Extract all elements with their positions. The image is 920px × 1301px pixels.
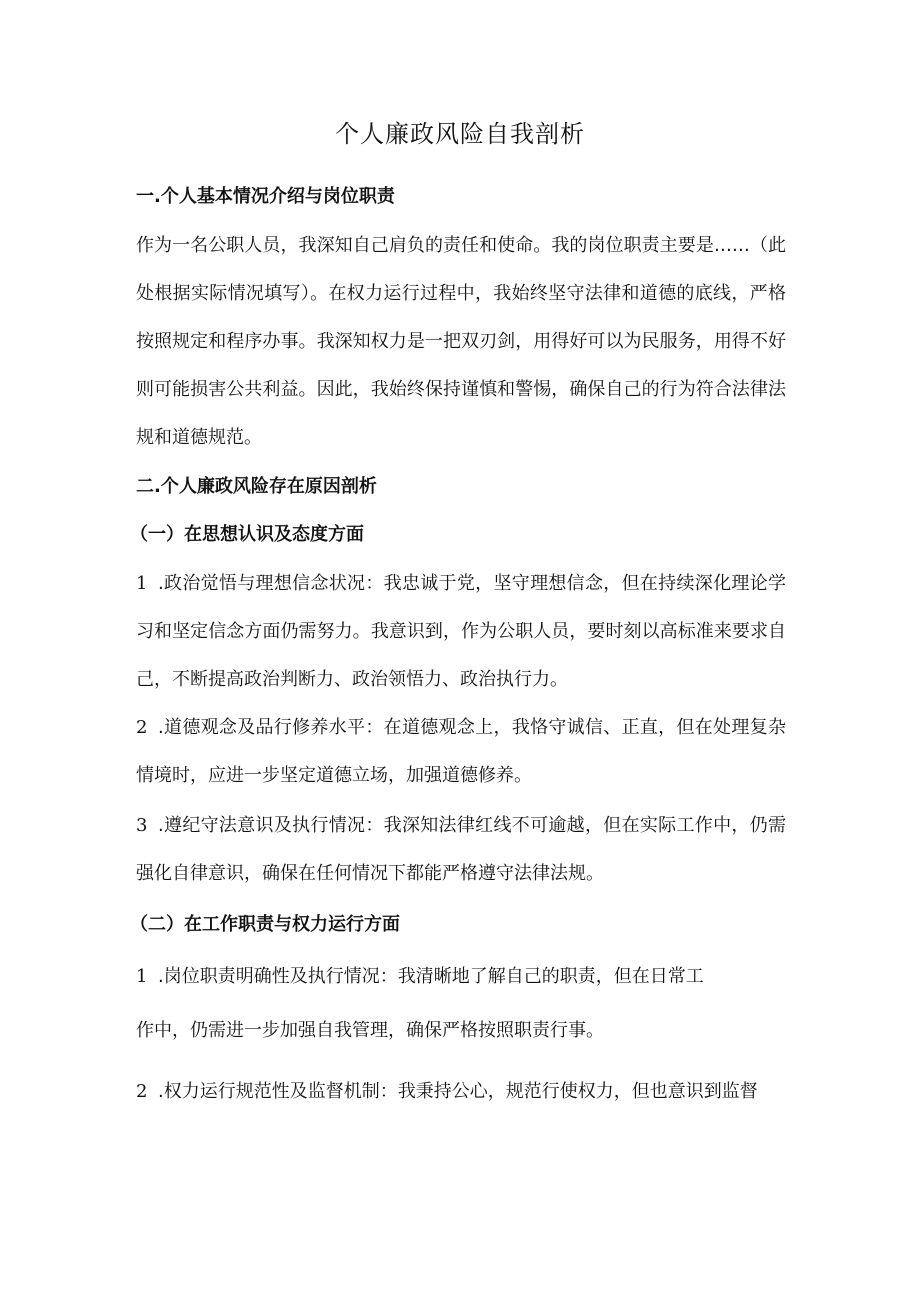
list-item-text: .政治觉悟与理想信念状况：我忠诚于党，坚守理想信念，但在持续深化理论学习和坚定信念方面仍需努力。我意识到，作为公职人员，要时刻以高标准来要求自己，不断提高政治判断力、政治领悟力、政治执行力。	[136, 573, 786, 690]
section1-heading: 一.个人基本情况介绍与岗位职责	[136, 186, 395, 207]
section1-paragraph: 作为一名公职人员，我深知自己肩负的责任和使命。我的岗位职责主要是……（此处根据实际情况填写）。在权力运行过程中，我始终坚守法律和道德的底线，严格按照规定和程序办事。我深知权力是一把双刃剑，用得好可以为民服务，用得不好则可能损害公共利益。因此，我始终保持谨慎和警惕，确保自己的行为符合法律法规和道德规范。	[136, 235, 786, 448]
list-item	[136, 1079, 758, 1105]
list-item-continuation: 作中，仍需进一步加强自我管理，确保严格按照职责行事。	[136, 1020, 604, 1041]
section2-heading: 二.个人廉政风险存在原因剖析	[136, 476, 377, 497]
list-item-number: 3	[136, 815, 148, 836]
list-item-text: .道德观念及品行修养水平：在道德观念上，我恪守诚信、正直，但在处理复杂情境时，应进一步坚定道德立场，加强道德修养。	[136, 717, 786, 786]
list-item	[136, 704, 786, 800]
list-item-number: 2	[136, 1081, 148, 1102]
subsection1-heading: （一）在思想认识及态度方面	[130, 524, 364, 545]
list-item-number: 1	[136, 966, 148, 987]
list-item-text: .权力运行规范性及监督机制：我秉持公心，规范行使权力，但也意识到监督	[158, 1081, 758, 1102]
list-item	[136, 964, 704, 990]
list-item	[136, 802, 786, 898]
list-item-text: .遵纪守法意识及执行情况：我深知法律红线不可逾越，但在实际工作中，仍需强化自律意识，确保在任何情况下都能严格遵守法律法规。	[136, 815, 786, 884]
list-item-text: .岗位职责明确性及执行情况：我清晰地了解自己的职责，但在日常工	[158, 966, 704, 987]
list-item-number: 1	[136, 573, 148, 594]
list-item	[136, 560, 786, 704]
subsection2-heading: （二）在工作职责与权力运行方面	[130, 914, 400, 935]
document-title: 个人廉政风险自我剖析	[335, 120, 585, 148]
list-item-number: 2	[136, 717, 148, 738]
